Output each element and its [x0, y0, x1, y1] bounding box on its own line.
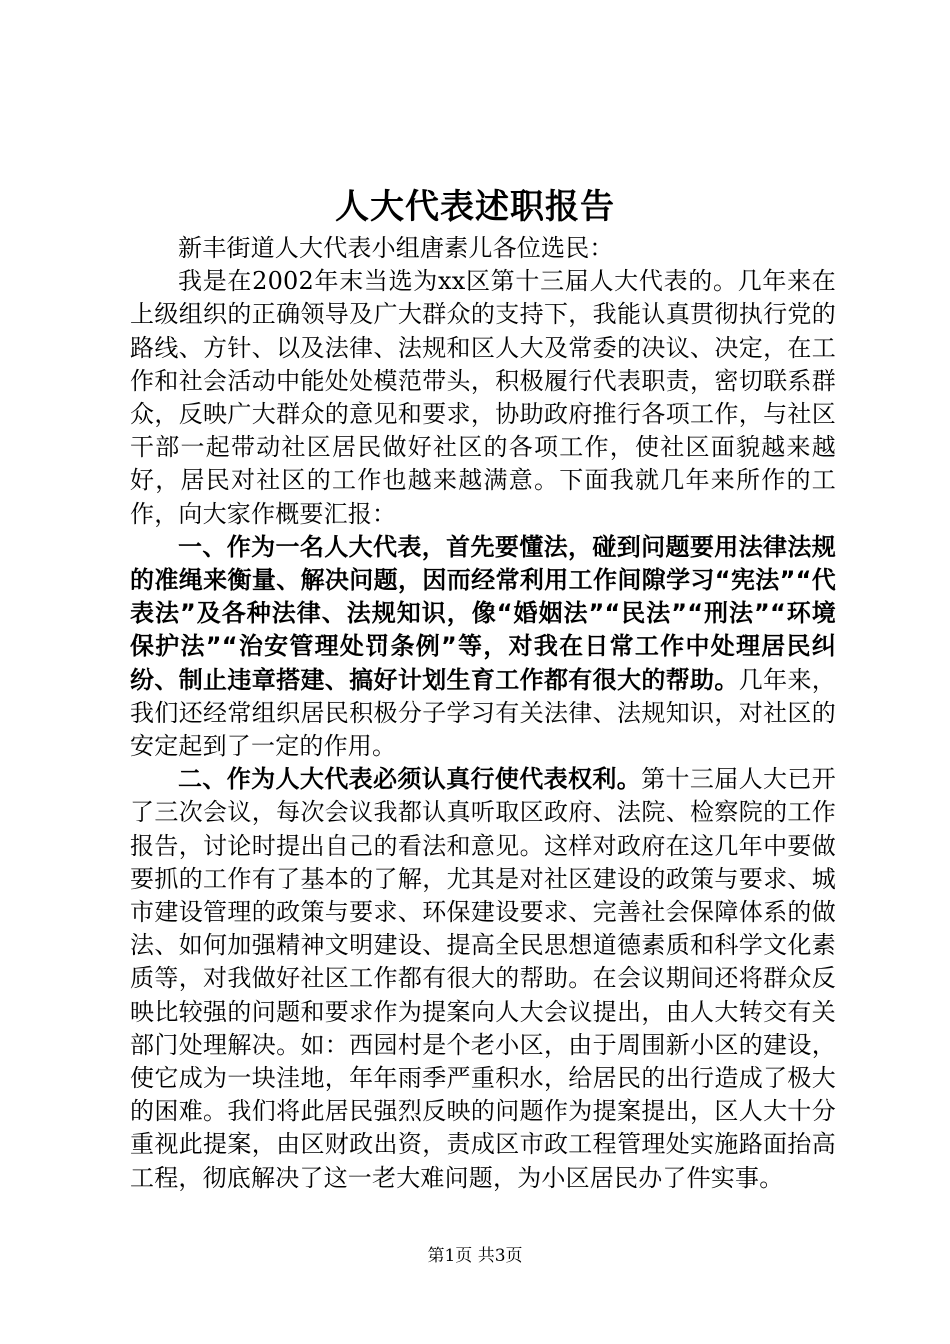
paragraph-section-2 — [130, 763, 836, 1195]
paragraph-section-1 — [130, 531, 836, 763]
page-number: 第1页 共3页 — [427, 1246, 523, 1266]
paragraph-intro: 我是在2002年末当选为xx区第十三届人大代表的。几年来在上级组织的正确领导及广大群众的支持下，我能认真贯彻执行党的路线、方针、以及法律、法规和区人大及常委的决议、决定，在工作和社会活动中能处处模范带头，积极履行代表职责，密切联系群众，反映广大群众的意见和要求，协助政府推行各项工作，与社区干部一起带动社区居民做好社区的各项工作，使社区面貌越来越好，居民对社区的工作也越来越满意。下面我就几年来所作的工作，向大家作概要汇报： — [130, 267, 836, 528]
greeting-paragraph: 新丰街道人大代表小组唐素儿各位选民： — [178, 234, 614, 262]
document-title: 人大代表述职报告 — [335, 187, 615, 227]
section-1-text: 几年来，我们还经常组织居民积极分子学习有关法律、法规知识，对社区的安定起到了一定的作用。 — [130, 665, 836, 761]
section-2-heading: 二、作为人大代表必须认真行使代表权利。 — [178, 765, 642, 794]
section-1-heading: 一、作为一名人大代表，首先要懂法，碰到问题要用法律法规的准绳来衡量、解决问题，因而经常利用工作间隙学习“宪法”“代表法”及各种法律、法规知识，像“婚姻法”“民法”“刑法”“环境保护法”“治安管理处罚条例”等，对我在日常工作中处理居民纠纷、制止违章搭建、搞好计划生育工作都有很大的帮助。 — [130, 532, 836, 694]
section-2-text: 第十三届人大已开了三次会议，每次会议我都认真听取区政府、法院、检察院的工作报告，讨论时提出自己的看法和意见。这样对政府在这几年中要做要抓的工作有了基本的了解，尤其是对社区建设的政策与要求、城市建设管理的政策与要求、环保建设要求、完善社会保障体系的做法、如何加强精神文明建设、提高全民思想道德素质和科学文化素质等，对我做好社区工作都有很大的帮助。在会议期间还将群众反映比较强的问题和要求作为提案向人大会议提出，由人大转交有关部门处理解决。如：西园村是个老小区，由于周围新小区的建设，使它成为一块洼地，年年雨季严重积水，给居民的出行造成了极大的困难。我们将此居民强烈反映的问题作为提案提出，区人大十分重视此提案，由区财政出资，责成区市政工程管理处实施路面抬高工程，彻底解决了这一老大难问题，为小区居民办了件实事。 — [130, 765, 836, 1192]
document-body — [130, 232, 836, 1195]
